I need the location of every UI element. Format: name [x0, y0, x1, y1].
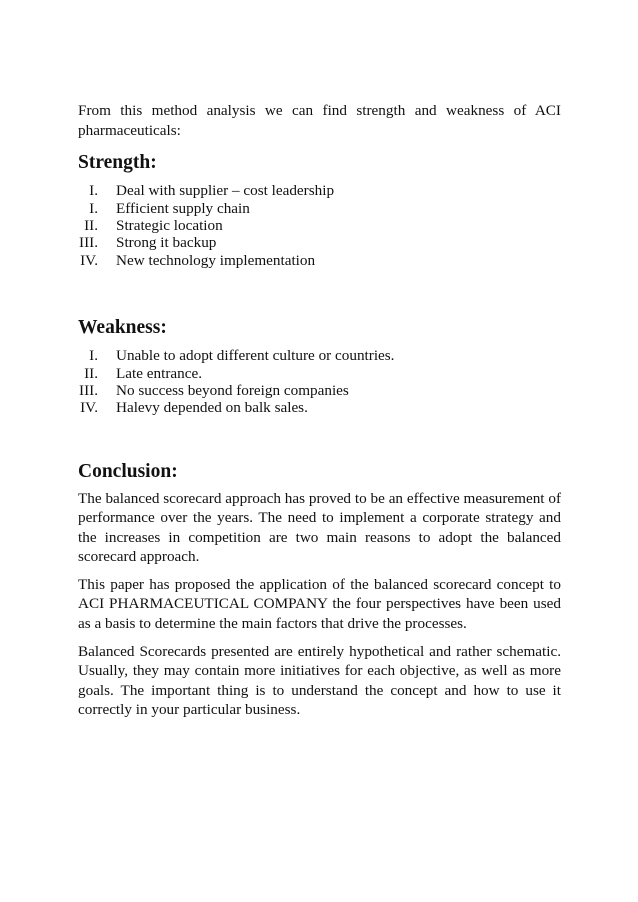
list-item [78, 399, 561, 416]
list-number: II. [84, 217, 98, 234]
list-item [78, 182, 561, 199]
conclusion-paragraph: This paper has proposed the application of the balanced scorecard concept to ACI PHARMACEUTICAL COMPANY the four perspectives have been used as a basis to determine the main factors that drive the processes. [78, 575, 561, 632]
list-item [78, 365, 561, 382]
list-number: I. [89, 182, 98, 200]
list-text: New technology implementation [116, 251, 316, 269]
list-text: Unable to adopt different culture or countries. [116, 347, 395, 365]
list-item [78, 252, 561, 269]
list-item [78, 200, 561, 217]
conclusion-paragraph: Balanced Scorecards presented are entirely hypothetical and rather schematic. Usually, they may contain more initiatives for each objective, as well as more goals. The important thing is to understand the concept and how to use it correctly in your particular business. [78, 642, 561, 718]
list-number: I. [89, 199, 98, 217]
weakness-heading: Weakness: [78, 317, 167, 339]
list-item [78, 347, 561, 364]
document-page [78, 101, 561, 728]
list-text: Late entrance. [116, 364, 203, 382]
list-text: Efficient supply chain [116, 199, 250, 217]
list-text: Strong it backup [116, 234, 217, 252]
list-item [78, 217, 561, 234]
list-number: I. [89, 347, 98, 365]
conclusion-heading: Conclusion: [78, 460, 178, 482]
intro-paragraph: From this method analysis we can find strength and weakness of ACI pharmaceuticals: [78, 102, 561, 139]
strength-list [78, 182, 561, 269]
list-number: II. [84, 364, 98, 382]
conclusion-paragraph: The balanced scorecard approach has proved to be an effective measurement of performance over the years. The need to implement a corporate strategy and the increases in competition are two main reasons to adopt the balanced scorecard approach. [78, 489, 561, 566]
list-item [78, 234, 561, 251]
strength-heading: Strength: [78, 152, 157, 174]
list-text: Halevy depended on balk sales. [116, 399, 308, 417]
list-number: IV. [80, 399, 98, 417]
weakness-list [78, 347, 561, 417]
list-number: III. [79, 234, 98, 252]
list-number: IV. [80, 251, 98, 269]
list-text: Deal with supplier – cost leadership [116, 182, 335, 200]
list-number: III. [79, 382, 98, 400]
list-text: No success beyond foreign companies [116, 382, 349, 400]
list-text: Strategic location [116, 217, 223, 234]
list-item [78, 382, 561, 399]
